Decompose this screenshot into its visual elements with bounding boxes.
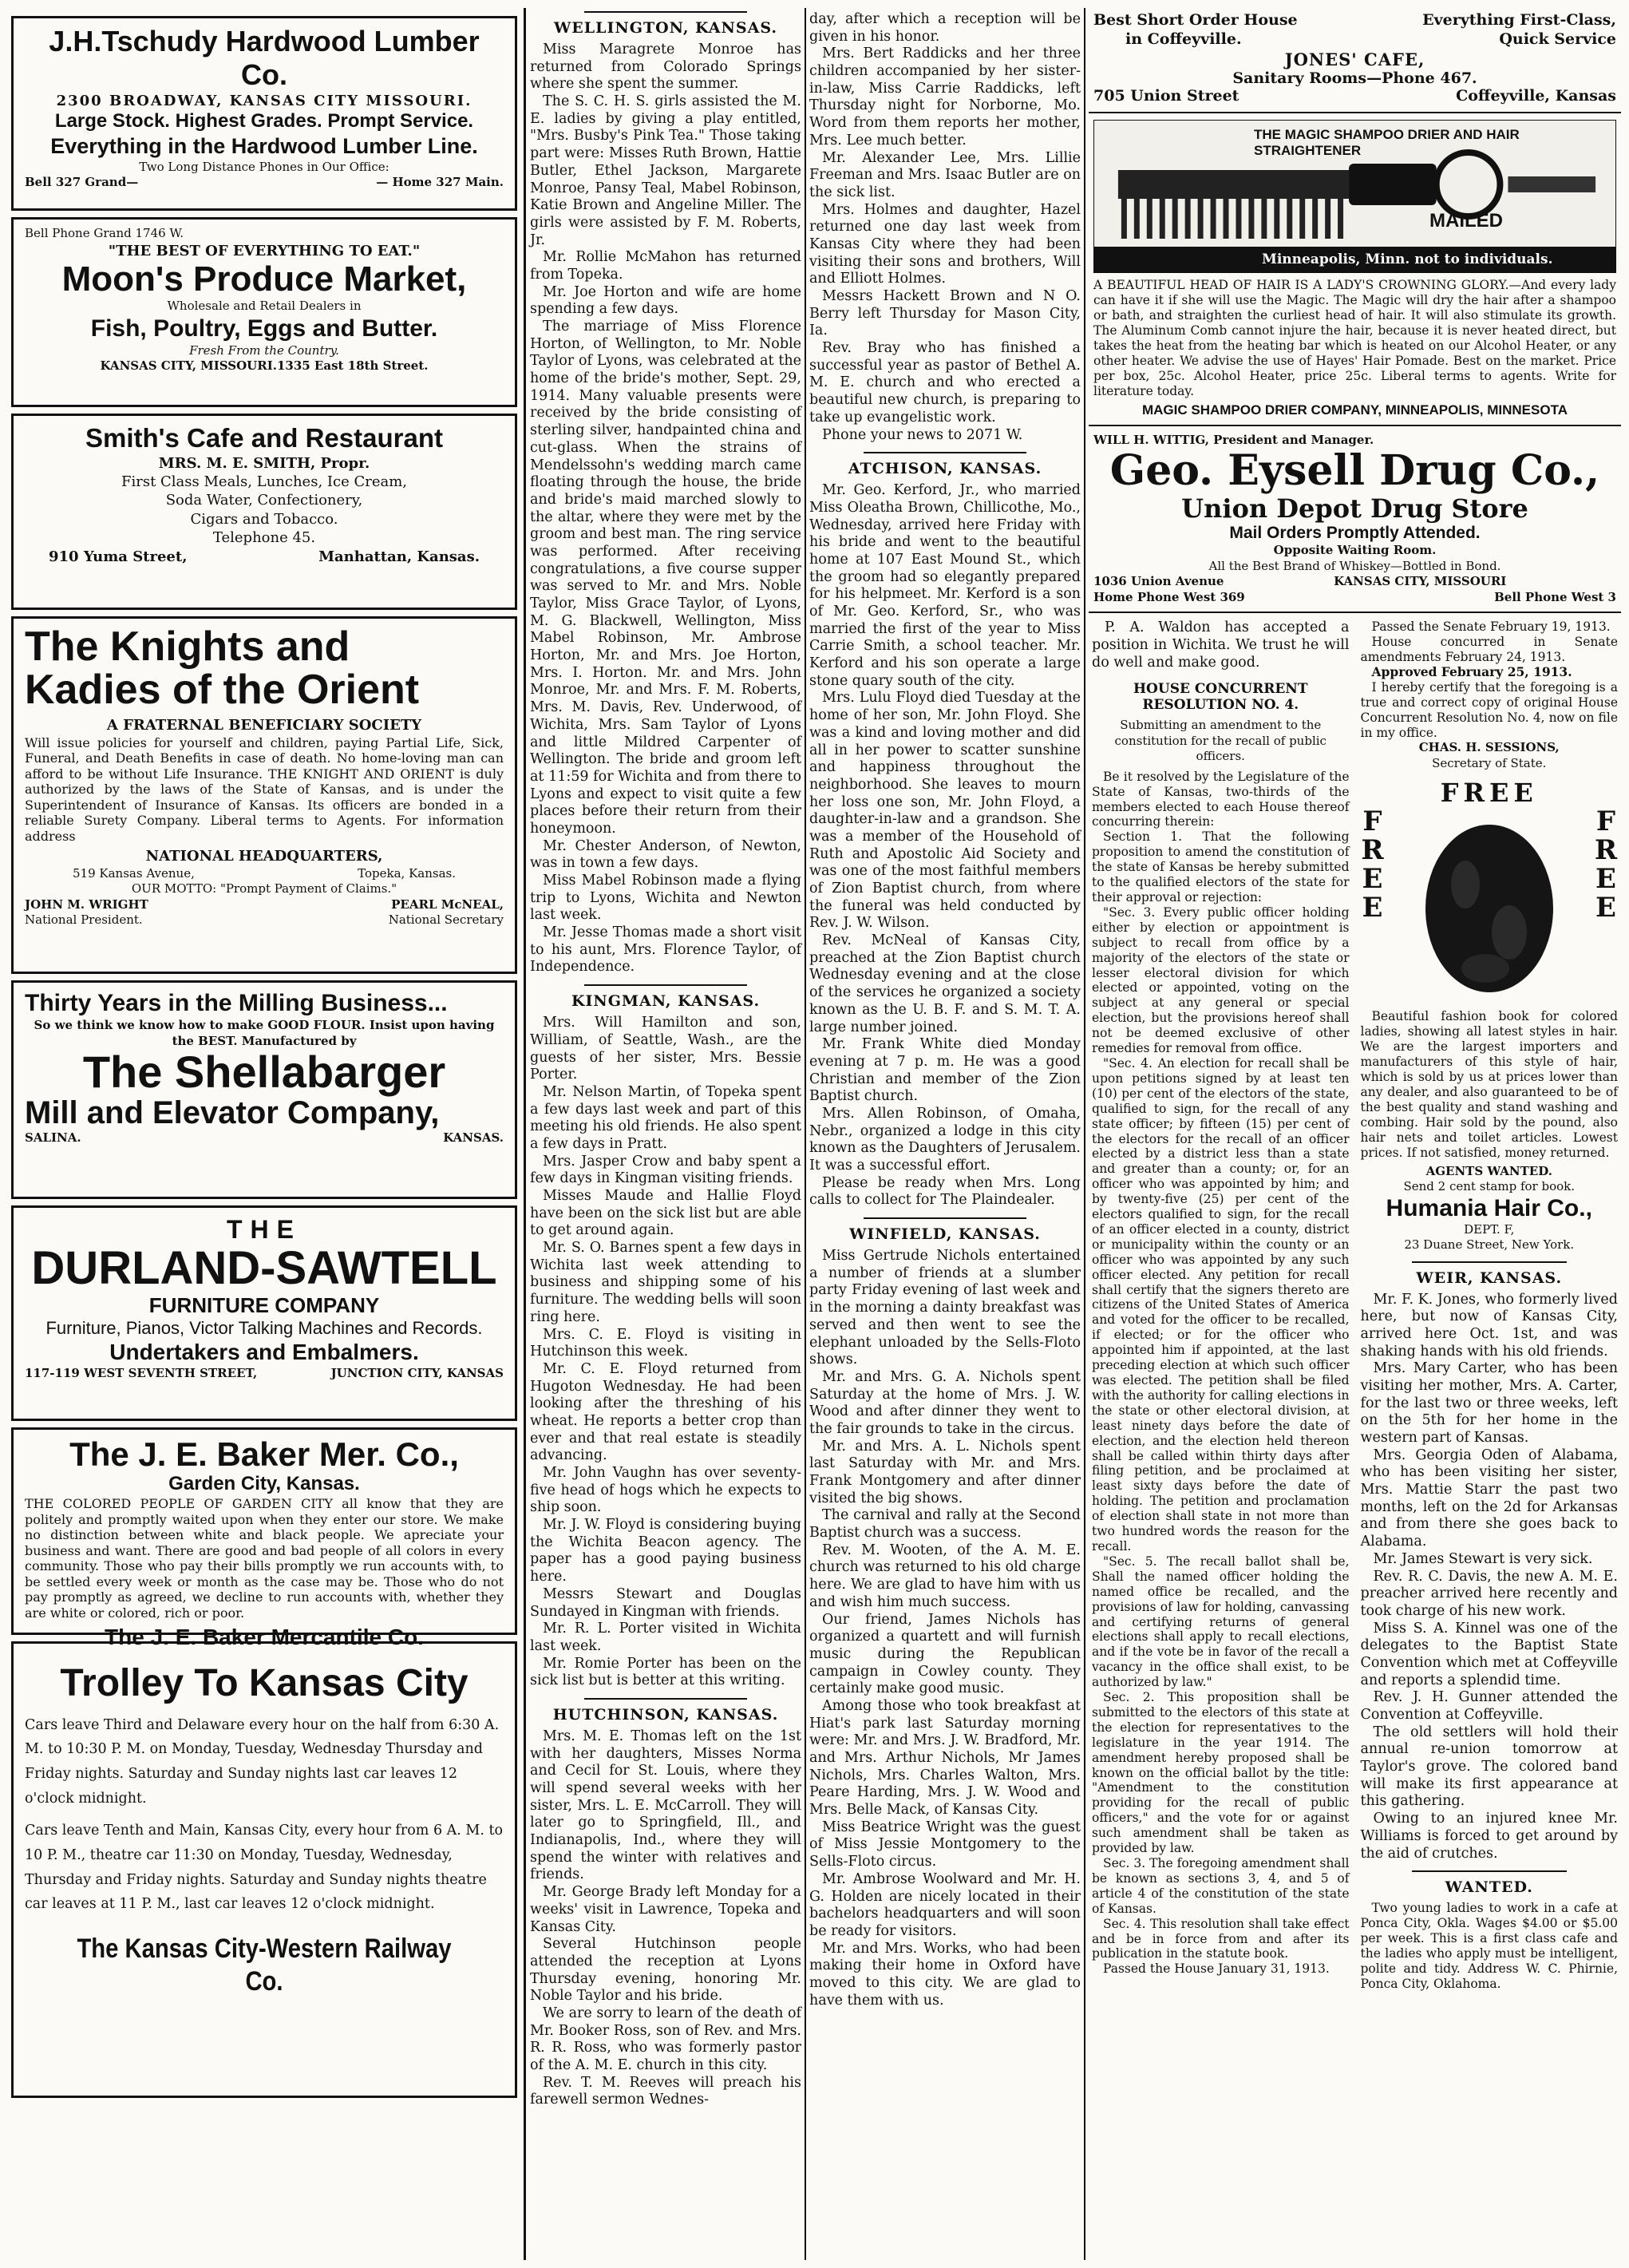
eysell-mail: Mail Orders Promptly Attended. (1229, 524, 1481, 543)
news-item: The carnival and rally at the Second Baptist church was a success. (809, 1507, 1081, 1542)
jones-right-2: Quick Service (1499, 30, 1616, 48)
news-item: Mr. Romie Porter has been on the sick list but is better at this writing. (530, 1655, 801, 1689)
humania-stamp: Send 2 cent stamp for book. (1403, 1179, 1576, 1193)
hutchinson-items (530, 1728, 801, 2109)
resolution-column (1092, 619, 1350, 1977)
news-item: Mr. Geo. Kerford, Jr., who married Miss Oleatha Brown, Chillicothe, Mo., Wednesday, arrived here Friday with his bride and went to the beautiful home at 107 East Mound St., which the groom had so elegantly prepared for his helpmeet. Mr. Kerford is a son of Mr. Geo. Kerford, Sr., who was married the first of the year to Miss Carrie Smith, a school teacher. Mr. Kerford and his son operate a large stone quary south of the city. (809, 482, 1081, 689)
news-item: Mrs. Holmes and daughter, Hazel returned one day last week from Kansas City where they had been visiting their sons and brothers, Will and Elliott Holmes. (809, 201, 1081, 287)
eysell-home-phone: Home Phone West 369 (1093, 589, 1245, 604)
eysell-city: KANSAS CITY, MISSOURI (1334, 574, 1507, 589)
smiths-city: Manhattan, Kansas. (318, 548, 480, 565)
eysell-ad (1089, 433, 1621, 606)
smiths-name: Smith's Cafe and Restaurant (85, 423, 443, 453)
atchison-items (809, 482, 1081, 1209)
magic-mpls: Minneapolis, Minn. not to individuals. (1262, 251, 1553, 268)
smiths-line-3: Cigars and Tobacco. (190, 510, 338, 528)
durland-under: Undertakers and Embalmers. (109, 1340, 419, 1365)
news-item: Mrs. Allen Robinson, of Omaha, Nebr., organized a lodge in this city known as the Daughters of Jerusalem. It was a successful effort. (809, 1105, 1081, 1174)
news-item: Mr. and Mrs. A. L. Nichols spent last Saturday with Mr. and Mrs. Frank Montgomery and after dinner visited the big shows. (809, 1438, 1081, 1506)
news-item: The S. C. H. S. girls assisted the M. E. ladies by giving a play entitled, "Mrs. Busby's Pink Tea." Those taking part were: Misses Ruth Brown, Hattie Butler, Ethel Jackson, Margarete Monroe, Pansy Teal, Mabel Robinson, Katie Brown and Angeline Miller. The girls were assisted by F. M. Roberts, Jr. (530, 93, 801, 248)
tschudy-address: 2300 BROADWAY, KANSAS CITY MISSOURI. (56, 93, 472, 109)
tschudy-tagline-1: Large Stock. Highest Grades. Prompt Service. (54, 110, 474, 133)
news-item: Our friend, James Nichols has organized a quartett and will furnish music during the Republican campaign in Cowley county. They certainly make good music. (809, 1611, 1081, 1697)
hutchinson-head: HUTCHINSON, KANSAS. (530, 1698, 801, 1724)
magic-mailed: MAILED (1429, 210, 1503, 232)
baker-body: THE COLORED PEOPLE OF GARDEN CITY all know that they are politely and promptly waited upon when they enter our store. We make no distinction between white and black people. We apreciate your business and want. There are good and bad people of all colors in every community. Those who pay their bills promptly we run accounts with, to be settled every week or month as the case may be. Those who do not pay promptly as agreed, we decline to run accounts with, whether they are white or colored, rich or poor. (25, 1495, 504, 1621)
column-4 (1089, 11, 1621, 2257)
resolution-para: "Sec. 4. An election for recall shall be upon petitions signed by at least ten (10) per cent of the electors of the state, qualified to sign, for the recall of any state officer; by fifteen (15) per cent of the electors for the recall of an officer elected by a district less than a state and greater than a county; or, for an officer who was appointed by him; and by twenty-five (25) per cent of the electors qualified to sign, for the recall of an officer elected in a county, district or municipality within the county or an officer who was appointed by any such officer elected. Any petition for recall shall certify that the signers thereto are citizens of the United States of America and voted for the officer to be recalled, if elected; or for the officer who appointed him if appointed, at the last preceding election at which such officer was elected. The petition shall be filed with the authority for calling elections in the state or other electoral division, at least ninety days before the date of election, and the election held thereon shall be called within thirty days after filing petition, and be proclaimed at least sixty days before the date of holding. The petition and proclamation of election shall state in not more than two hundred words the reason for the recall. (1092, 1055, 1350, 1554)
news-item: Rev. M. Wooten, of the A. M. E. church was returned to his old charge here. We are glad to have him with us and wish him much success. (809, 1542, 1081, 1610)
ads-column (8, 11, 520, 2257)
trolley-ad (11, 1641, 517, 2098)
kingman-head: KINGMAN, KANSAS. (530, 984, 801, 1010)
magic-body: A BEAUTIFUL HEAD OF HAIR IS A LADY'S CROWNING GLORY.—And every lady can have it if she will use the Magic. The Magic will dry the hair after a shampoo or bath, and straighten the curliest head of hair. It will also stimulate its growth. The Aluminum Comb cannot injure the hair, because it is never heated direct, but takes the heat from the heating bar which is heated on our Alcohol Heater, or any other heater. We advise the use of Hayes' Hair Pomade. Best on the market. Price per box, 25c. Alcohol Heater, price 25c. Liberal terms to agents. Write for literature today. (1093, 278, 1616, 398)
resolution-sub: Submitting an amendment to the constitution for the recall of public officers. (1114, 718, 1327, 764)
resolution-para: Sec. 4. This resolution shall take effect and be in force from and after its publication in the statute book. (1092, 1916, 1350, 1961)
news-item: Mr. R. L. Porter visited in Wichita last week. (530, 1621, 801, 1654)
trolley-title: Trolley To Kansas City (60, 1662, 469, 1704)
news-item: The marriage of Miss Florence Horton, of Wellington, to Mr. Noble Taylor of Lyons, was celebrated at the home of the bride's mother, Sept. 29, 1914. Many valuable presents were received by the bride consisting of sterling silver, handpainted china and cut-glass. When the strains of Mendelssohn's wedding march came floating through the house, the bride and bride's maid marched slowly to the altar, where they were met by the groom and best man. The ring service was performed. After receiving congratulations, a five course supper was served to Mr. and Mrs. Noble Taylor, Miss Grace Taylor, of Lyons, M. G. Blackwell, Wellington, Miss Mabel Robinson, Mr. Ambrose Horton, Mr. and Mrs. Joe Horton, Mrs. I. Horton. Mr. and Mrs. John Monroe, Mr. and Mrs. F. M. Roberts, Mrs. M. Davis, Rev. Underwood, of Wichita, Mrs. Sam Taylor of Lyons and little Mildred Carpenter of Wellington. The bride and groom left at 11:59 for Wichita and from there to Lyons and expect to visit quite a few places before their return from their honeymoon. (530, 319, 801, 837)
baker-sign: The J. E. Baker Mercantile Co. (105, 1625, 424, 1650)
eysell-opposite: Opposite Waiting Room. (1273, 543, 1437, 558)
eysell-sub: Union Depot Drug Store (1181, 493, 1528, 524)
knights-title-1: The Knights and (25, 623, 350, 670)
news-item: Mrs. M. E. Thomas left on the 1st with her daughters, Misses Norma and Cecil for St. Louis, where they will spend several weeks with her sister, Mrs. L. E. McCarroll. They will later go to Springfield, Ill., and Indianapolis, Ind., where they will spend the winter with relatives and friends. (530, 1728, 801, 1883)
column-rule (1084, 8, 1085, 2260)
news-item: Mrs. Will Hamilton and son, William, of Seattle, Wash., are the guests of her sister, Mrs. Bessie Porter. (530, 1015, 801, 1083)
shellabarger-state: KANSAS. (443, 1130, 504, 1146)
magic-image-text: THE MAGIC SHAMPOO DRIER AND HAIR STRAIGHTENER (1254, 127, 1520, 159)
news-column-3 (809, 11, 1081, 2257)
shellabarger-city: SALINA. (25, 1130, 81, 1146)
jones-street: 705 Union Street (1093, 86, 1240, 105)
passed-senate: Passed the Senate February 19, 1913. (1371, 619, 1611, 635)
jones-sanitary: Sanitary Rooms—Phone 467. (1232, 69, 1477, 87)
news-item: Miss Gertrude Nichols entertained a number of friends at a slumber party Friday evening of last week and in the morning a dainty breakfast was served and then went to see the elephant unloaded by the Sells-Floto shows. (809, 1248, 1081, 1368)
news-item: Miss Beatrice Wright was the guest of Miss Jessie Montgomery to the Sells-Floto circus. (809, 1819, 1081, 1870)
jones-left-2: in Coffeyville. (1125, 30, 1242, 48)
news-item: Among those who took breakfast at Hiat's park last Saturday morning were: Mr. and Mrs. J. W. Bradford, Mr. and Mrs. Arthur Nichols, Mr James Nichols, Mrs. Charles Walton, Mrs. Peare Harding, Mrs. J. W. Wood and Mrs. Belle Mack, of Kansas City. (809, 1697, 1081, 1819)
secretary-signature: CHAS. H. SESSIONS, (1418, 740, 1560, 755)
knights-secretary-title: National Secretary (388, 912, 504, 928)
magic-ad (1089, 120, 1621, 418)
resolution-para: Section 1. That the following proposition to amend the constitution of the state of Kansas be hereby submitted to the qualified electors of the state for their approval or rejection: (1092, 829, 1350, 904)
eysell-bell-phone: Bell Phone West 3 (1494, 589, 1616, 604)
news-item: Rev. R. C. Davis, the new A. M. E. preacher arrived here recently and took charge of his new work. (1360, 1568, 1618, 1619)
news-item: Mr. Alexander Lee, Mrs. Lillie Freeman and Mrs. Isaac Butler are on the sick list. (809, 149, 1081, 200)
knights-sub: A FRATERNAL BENEFICIARY SOCIETY (106, 717, 422, 734)
durland-name: DURLAND-SAWTELL (31, 1242, 497, 1295)
knights-avenue: 519 Kansas Avenue, (73, 865, 195, 881)
winfield-head: WINFIELD, KANSAS. (809, 1217, 1081, 1243)
shellabarger-name-2: Mill and Elevator Company, (25, 1095, 440, 1131)
news-item: Mr. Frank White died Monday evening at 7 p. m. He was a good Christian and member of the Zion Baptist church. (809, 1036, 1081, 1105)
divider (1089, 425, 1621, 426)
news-item: Mrs. Mary Carter, who has been visiting her mother, Mrs. A. Carter, for the last two or three weeks, left on the 5th for her home in the western part of Kansas. (1360, 1360, 1618, 1446)
news-item: Mr. C. E. Floyd returned from Hugoton Wednesday. He had been looking after the threshing of his wheat. He reports a better crop than ever and that real estate is steadily advancing. (530, 1360, 801, 1464)
smiths-ad (11, 414, 517, 610)
moons-slogan: "THE BEST OF EVERYTHING TO EAT." (108, 242, 421, 259)
news-item: Mr. J. W. Floyd is considering buying the Wichita Beacon agency. The paper has a good paying business here. (530, 1517, 801, 1585)
eysell-brands: All the Best Brand of Whiskey—Bottled in Bond. (1208, 558, 1501, 573)
wanted-head: WANTED. (1361, 1870, 1619, 1896)
moons-goods: Fish, Poultry, Eggs and Butter. (90, 315, 438, 342)
jones-cafe-ad (1089, 11, 1621, 105)
agents-wanted: AGENTS WANTED. (1425, 1163, 1552, 1178)
jones-name: JONES' CAFE, (1284, 49, 1425, 69)
trolley-sign: The Kansas City-Western Railway Co. (77, 1933, 452, 1997)
news-item: We are sorry to learn of the death of Mr. Booker Ross, son of Rev. and Mrs. R. R. Ross, who was formerly pastor of the A. M. E. church in this city. (530, 2005, 801, 2073)
news-item: Miss Maragrete Monroe has returned from Colorado Springs where she spent the summer. (530, 42, 801, 93)
knights-city: Topeka, Kansas. (358, 865, 456, 881)
knights-title-2: Kadies of the Orient (25, 667, 420, 714)
news-item: Mr. Chester Anderson, of Newton, was in town a few days. (530, 837, 801, 872)
shellabarger-name-1: The Shellabarger (82, 1047, 446, 1097)
news-item: Mr. Ambrose Woolward and Mr. H. G. Holden are nicely located in their bachelors headquarters and will soon be ready for visitors. (809, 1870, 1081, 1939)
humania-body: Beautiful fashion book for colored ladies, showing all latest styles in hair. We are the largest importers and manufacturers of this style of hair, which is sold by us at prices lower than any dealer, and also guaranteed to be of the best quality and stand washing and combing. Hair sold by the pound, also hair nets and toilet articles. Lowest prices. If not satisfied, money returned. (1360, 1009, 1618, 1160)
shellabarger-line: So we think we know how to make GOOD FLOUR. Insist upon having the BEST. Manufactured by (34, 1018, 495, 1048)
news-item: Mrs. Jasper Crow and baby spent a few days in Kingman visiting friends. (530, 1153, 801, 1187)
news-item: day, after which a reception will be given in his honor. (809, 11, 1081, 45)
moons-sub: Wholesale and Retail Dealers in (167, 299, 362, 314)
durland-goods: Furniture, Pianos, Victor Talking Machines and Records. (45, 1317, 483, 1338)
waldon-item: P. A. Waldon has accepted a position in Wichita. We trust he will do well and make good. (1092, 619, 1350, 671)
knights-ad (11, 616, 517, 974)
resolution-para: Sec. 2. This proposition shall be submitted to the electors of this state at the election for representatives to the legislature in the year 1914. The amendment hereby proposed shall be known on the official ballot by the title: "Amendment to the constitution providing for the recall of public officers," and the vote for or against such amendment shall be taken as provided by law. (1092, 1690, 1350, 1856)
news-item: Mr. S. O. Barnes spent a few days in Wichita last week attending to business and shipping some of his furniture. The wedding bells will soon ring here. (530, 1240, 801, 1325)
news-item: Mr. and Mrs. G. A. Nichols spent Saturday at the home of Mrs. J. W. Wood and after dinner they went to the fair grounds to take in the circus. (809, 1368, 1081, 1437)
smiths-street: 910 Yuma Street, (49, 548, 188, 565)
trolley-p1: Cars leave Third and Delaware every hour on the half from 6:30 A. M. to 10:30 P. M. on Monday, Tuesday, Wednesday Thursday and Friday nights. Saturday and Sunday nights last car leaves 12 o'clock midnight. (25, 1716, 500, 1807)
news-item: Messrs Stewart and Douglas Sundayed in Kingman with friends. (530, 1585, 801, 1620)
eysell-street: 1036 Union Avenue (1093, 574, 1224, 589)
moons-ad (11, 217, 517, 407)
baker-city: Garden City, Kansas. (168, 1473, 360, 1495)
smiths-line-1: First Class Meals, Lunches, Ice Cream, (121, 473, 407, 490)
humania-name: Humania Hair Co., (1386, 1194, 1592, 1221)
jones-right-1: Everything First-Class, (1422, 11, 1616, 29)
durland-city: JUNCTION CITY, KANSAS (330, 1365, 504, 1380)
hutchinson-continued (809, 11, 1081, 444)
moons-name: Moon's Produce Market, (61, 259, 467, 299)
news-item: Rev. J. H. Gunner attended the Convention at Coffeyville. (1360, 1689, 1618, 1723)
column-rule (524, 8, 526, 2260)
kingman-items (530, 1015, 801, 1690)
news-item: Mr. Nelson Martin, of Topeka spent a few days last week and part of this meeting his old friends. He also spent a few days in Pratt. (530, 1083, 801, 1152)
resolution-para: "Sec. 5. The recall ballot shall be, Shall the named officer holding the named office be recalled, and the provisions of law for holding, canvassing and certifying returns of general elections shall apply to recall elections, and if the vote be in favor of the recall a vacancy in the office shall exist, to be authorized by law." (1092, 1554, 1350, 1690)
tschudy-home-phone: — Home 327 Main. (376, 175, 504, 190)
hair-switch-icon (1410, 813, 1569, 1004)
news-item: Mrs. C. E. Floyd is visiting in Hutchinson this week. (530, 1326, 801, 1360)
divider (1089, 612, 1621, 613)
baker-ad (11, 1427, 517, 1650)
smiths-prop: MRS. M. E. SMITH, Propr. (158, 454, 370, 472)
eysell-name: Geo. Eysell Drug Co., (1109, 446, 1600, 495)
news-item: Several Hutchinson people attended the reception at Lyons Thursday evening, honoring Mr. Noble Taylor and his bride. (530, 1936, 801, 2005)
knights-secretary-name: PEARL McNEAL, (391, 897, 504, 912)
jones-left-1: Best Short Order House (1093, 11, 1298, 29)
column-rule (805, 8, 806, 2260)
approved: Approved February 25, 1913. (1371, 663, 1572, 679)
news-item: Phone your news to 2071 W. (822, 426, 1023, 443)
news-item: Mrs. Georgia Oden of Alabama, who has been visiting her sister, Mrs. Mattie Starr the past two months, left on the 2d for Arkansas and from there she goes back to Alabama. (1360, 1447, 1618, 1550)
news-item: Mrs. Lulu Floyd died Tuesday at the home of her son, Mr. John Floyd. She was a kind and loving mother and did all in her power to scatter sunshine and happiness throughout the neighborhood. She leaves to mourn her loss one son, Mr. John Floyd, a daughter-in-law and a grandson. She was a member of the Household of Ruth and Apostolic Aid Society and was one of the most faithful members of Zion Baptist church, from where the funeral was held conducted by Rev. J. W. Wilson. (809, 690, 1081, 932)
shellabarger-head: Thirty Years in the Milling Business... (25, 990, 448, 1016)
weir-head: WEIR, KANSAS. (1361, 1261, 1619, 1287)
news-item: Rev. T. M. Reeves will preach his farewell sermon Wednes- (530, 2074, 801, 2108)
shellabarger-ad (11, 980, 517, 1199)
news-item: Rev. McNeal of Kansas City, preached at the Zion Baptist church Wednesday evening and at the close of the services he organized a society known as the U. B. F. and S. M. T. A. large number joined. (809, 932, 1081, 1035)
free-right: F R E E (1594, 805, 1618, 924)
tschudy-name: J.H.Tschudy Hardwood Lumber Co. (49, 25, 480, 91)
smiths-phone: Telephone 45. (212, 529, 316, 547)
news-item: The old settlers will hold their annual re-union tomorrow at Taylor's grove. The colored band will make its first appearance at this gathering. (1360, 1724, 1618, 1810)
news-item: Mr. F. K. Jones, who formerly lived here, but now of Kansas City, arrived here Oct. 1st, and was shaking hands with his old friends. (1360, 1291, 1618, 1360)
weir-items (1361, 1292, 1619, 1863)
passed-house: Passed the House January 31, 1913. (1103, 1961, 1330, 1977)
free-left: F R E E (1361, 805, 1384, 924)
durland-street: 117-119 WEST SEVENTH STREET, (25, 1365, 258, 1380)
knights-hq: NATIONAL HEADQUARTERS, (145, 848, 383, 865)
wellington-head: WELLINGTON, KANSAS. (530, 11, 801, 37)
free-label: FREE (1440, 778, 1538, 809)
atchison-head: ATCHISON, KANSAS. (809, 452, 1081, 477)
smiths-line-2: Soda Water, Confectionery, (165, 492, 363, 509)
news-item: Miss S. A. Kinnel was one of the delegates to the Baptist State Convention which met at Coffeyville and reports a splendid time. (1360, 1620, 1618, 1688)
certify: I hereby certify that the foregoing is a true and correct copy of original House Concurrent Resolution No. 4, now on file in my office. (1360, 679, 1618, 740)
news-item: Rev. Bray who has finished a successful year as pastor of Bethel A. M. E. church and who erected a beautiful new church, is preparing to take up evangelistic work. (809, 340, 1081, 425)
news-item: Owing to an injured knee Mr. Williams is forced to get around by the aid of crutches. (1360, 1811, 1618, 1862)
moons-fresh: Fresh From the Country. (189, 342, 339, 358)
house-concurred: House concurred in Senate amendments February 24, 1913. (1360, 635, 1618, 664)
jones-city: Coffeyville, Kansas (1456, 86, 1616, 105)
humania-ad (1361, 778, 1619, 1253)
resolution-para: "Sec. 3. Every public officer holding either by election or appointment is subject to recall from office by a majority of the electors of the state or lesser electoral division for which elected or appointed, voting on the subject at any general or special election, but the provisions hereof shall not be deemed exclusive of other remedies for removal from office. (1092, 904, 1350, 1056)
trolley-p2: Cars leave Tenth and Main, Kansas City, every hour from 6 A. M. to 10 P. M., theatre car 11:30 on Monday, Tuesday, Wednesday, Thursday and Friday nights. Saturday and Sunday nights theatre car leaves at 11 P. M., last car leaves 12 o'clock midnight. (25, 1823, 504, 1913)
secretary-title: Secretary of State. (1432, 755, 1547, 770)
resolution-para: Sec. 3. The foregoing amendment shall be known as sections 3, 4, and 5 of article 4 of the constitution of the state of Kansas. (1092, 1856, 1350, 1916)
knights-president-title: National President. (25, 912, 143, 928)
news-item: Messrs Hackett Brown and N O. Berry left Thursday for Mason City, Ia. (809, 288, 1081, 339)
news-item: Miss Mabel Robinson made a flying trip to Lyons, Wichita and Newton last week. (530, 873, 801, 924)
right-subcolumn (1360, 619, 1619, 1991)
durland-sub: FURNITURE COMPANY (148, 1292, 380, 1317)
wellington-items (530, 42, 801, 976)
news-item: Mr. Jesse Thomas made a short visit to his aunt, Mrs. Florence Taylor, of Independence. (530, 924, 801, 976)
news-item: Mr. James Stewart is very sick. (1373, 1550, 1593, 1567)
tschudy-phones: Two Long Distance Phones in Our Office: (139, 159, 389, 174)
news-item: Please be ready when Mrs. Long calls to collect for The Plaindealer. (809, 1174, 1081, 1209)
durland-the: THE (227, 1215, 302, 1244)
knights-body: Will issue policies for yourself and children, paying Partial Life, Sick, Funeral, and Death Benefits in case of death. No home-loving man can afford to be without Life Insurance. THE KNIGHT AND ORIENT is duly authorized by the laws of the State of Kansas, and is under the Superintendent of Insurance of Kansas. Its officers are bonded in a reliable Surety Company. Liberal terms to Agents. For information address (25, 734, 504, 844)
baker-name: The J. E. Baker Mer. Co., (69, 1435, 459, 1473)
news-item: Mr. Rollie McMahon has returned from Topeka. (530, 249, 801, 283)
tschudy-bell-phone: Bell 327 Grand— (25, 175, 139, 190)
resolution-head: HOUSE CONCURRENT RESOLUTION NO. 4. (1133, 681, 1308, 714)
magic-drier-illustration (1093, 120, 1616, 273)
moons-phone: Bell Phone Grand 1746 W. (25, 226, 184, 240)
knights-president-name: JOHN M. WRIGHT (25, 897, 148, 912)
magic-sign: MAGIC SHAMPOO DRIER COMPANY, MINNEAPOLIS, MINNESOTA (1141, 402, 1568, 418)
news-item: Mrs. Bert Raddicks and her three children accompanied by her sister-in-law, Miss Carrie Raddicks, left Thursday night for Norborne, Mo. Word from them reports her mother, Mrs. Lee much better. (809, 46, 1081, 148)
news-item: Misses Maude and Hallie Floyd have been on the sick list but are able to get around again. (530, 1188, 801, 1239)
knights-motto: OUR MOTTO: "Prompt Payment of Claims." (131, 881, 397, 897)
durland-ad (11, 1205, 517, 1421)
resolution-para: Be it resolved by the Legislature of the State of Kansas, two-thirds of the members elected to each House thereof concurring therein: (1092, 769, 1350, 829)
divider (1089, 112, 1621, 113)
moons-address: KANSAS CITY, MISSOURI.1335 East 18th Street. (100, 358, 429, 374)
news-item: Mr. George Brady left Monday for a weeks' visit in Lawrence, Topeka and Kansas City. (530, 1884, 801, 1935)
news-item: Mr. Joe Horton and wife are home spending a few days. (530, 283, 801, 318)
humania-dept: DEPT. F, (1464, 1221, 1515, 1237)
wanted-body: Two young ladies to work in a cafe at Ponca City, Okla. Wages $4.00 or $5.00 per week. This is a first class cafe and the ladies who apply must be intelligent, polite and tidy. Address W. C. Phirnie, Ponca City, Oklahoma. (1360, 1901, 1618, 1991)
tschudy-tagline-2: Everything in the Hardwood Lumber Line. (50, 134, 478, 159)
humania-address: 23 Duane Street, New York. (1404, 1237, 1575, 1252)
news-item: Mr. and Mrs. Works, who had been making their home in Oxford have moved to this city. We are glad to have them with us. (809, 1940, 1081, 2009)
winfield-items (809, 1248, 1081, 2009)
tschudy-ad (11, 16, 517, 211)
news-item: Mr. John Vaughn has over seventy-five head of hogs which he expects to ship soon. (530, 1465, 801, 1516)
news-column-2 (530, 11, 801, 2257)
eysell-manager: WILL H. WITTIG, President and Manager. (1093, 432, 1374, 447)
